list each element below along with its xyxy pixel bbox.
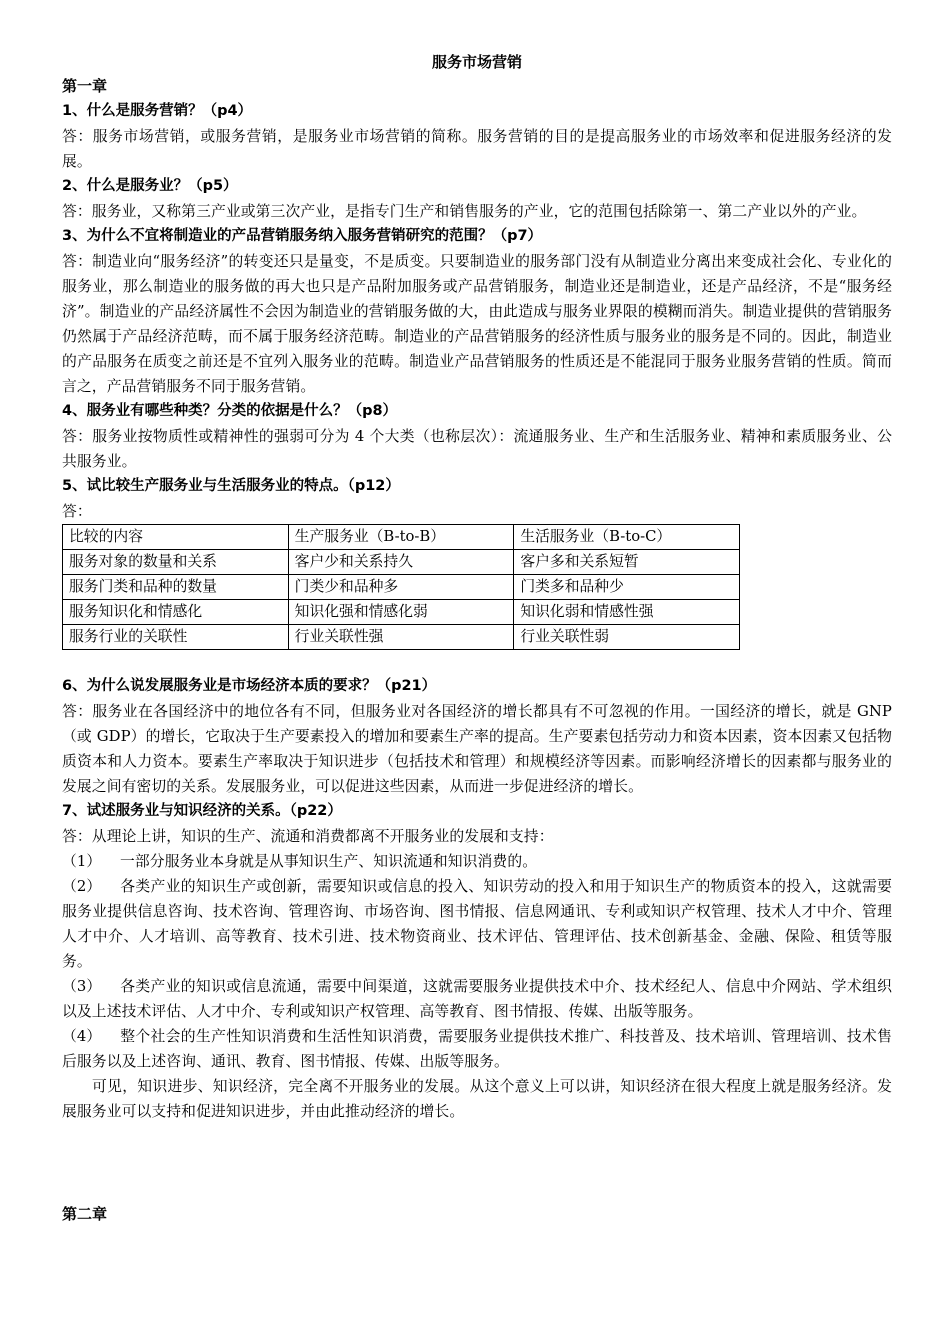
question-2: 2、什么是服务业？（p5）: [62, 178, 238, 194]
table-header-row: [63, 525, 740, 550]
list-item-number: （2）: [62, 878, 102, 895]
table-cell: 知识化弱和情感性强: [514, 600, 740, 625]
chapter-2-heading: 第二章: [62, 1205, 108, 1223]
question-1: 1、什么是服务营销？（p4）: [62, 103, 253, 119]
table-cell: 行业关联性弱: [514, 625, 740, 650]
list-item-text: 各类产业的知识或信息流通，需要中间渠道，这就需要服务业提供技术中介、技术经纪人、信息中介网站、学术组织以及上述技术评估、人才中介、专利或知识产权管理、高等教育、图书情报、传媒、出版等服务。: [62, 978, 892, 1020]
table-header-cell: 生活服务业（B-to-C）: [514, 525, 740, 550]
document-page: [62, 50, 892, 1227]
answer-6: 答：服务业在各国经济中的地位各有不同，但服务业对各国经济的增长都具有不可忽视的作用。一国经济的增长，就是 GNP（或 GDP）的增长，它取决于生产要素投入的增加和要素生产率的提高。生产要素包括劳动力和资本因素，资本因素又包括物质资本和人力资本。要素生产率取决于知识进步（包括技术和管理）和规模经济等因素。而影响经济增长的因素都与服务业的发展之间有密切的关系。发展服务业，可以促进这些因素，从而进一步促进经济的增长。: [62, 703, 892, 795]
table-row: [63, 575, 740, 600]
table-cell: 客户少和关系持久: [288, 550, 514, 575]
answer-5: 答：: [62, 503, 92, 520]
answer-7: 答：从理论上讲，知识的生产、流通和消费都离不开服务业的发展和支持：: [62, 828, 554, 845]
spacer: [62, 1124, 892, 1202]
list-item-text: 各类产业的知识生产或创新，需要知识或信息的投入、知识劳动的投入和用于知识生产的物质资本的投入，这就需要服务业提供信息咨询、技术咨询、管理咨询、市场咨询、图书情报、信息网通讯、专利或知识产权管理、技术人才中介、管理人才中介、人才培训、高等教育、技术引进、技术物资商业、技术评估、管理评估、技术创新基金、金融、保险、租赁等服务。: [62, 878, 892, 970]
table-cell: 门类少和品种多: [288, 575, 514, 600]
table-cell: 服务对象的数量和关系: [63, 550, 289, 575]
list-item-number: （4）: [62, 1028, 102, 1045]
chapter-1-heading: 第一章: [62, 77, 108, 95]
answer-3: 答：制造业向“服务经济”的转变还只是量变，不是质变。只要制造业的服务部门没有从制造业分离出来变成社会化、专业化的服务业，那么制造业的服务做的再大也只是产品附加服务或产品营销服务，制造业还是制造业，还是产品经济，不是“服务经济”。制造业的产品经济属性不会因为制造业的营销服务做的大，由此造成与服务业界限的模糊而消失。制造业提供的营销服务仍然属于产品经济范畴，而不属于服务经济范畴。制造业的产品营销服务的经济性质与服务业的服务是不同的。因此，制造业的产品服务在质变之前还是不宜列入服务业的范畴。制造业产品营销服务的性质还是不能混同于服务业服务营销的性质。简而言之，产品营销服务不同于服务营销。: [62, 253, 892, 395]
question-7: 7、试述服务业与知识经济的关系。（p22）: [62, 803, 342, 819]
document-title: 服务市场营销: [431, 53, 522, 71]
question-4: 4、服务业有哪些种类？分类的依据是什么？（p8）: [62, 403, 398, 419]
list-item: [62, 874, 892, 974]
comparison-table: [62, 524, 740, 650]
table-header-cell: 生产服务业（B-to-B）: [288, 525, 514, 550]
list-item: [62, 1024, 892, 1074]
list-item-number: （1）: [62, 853, 102, 870]
question-3: 3、为什么不宜将制造业的产品营销服务纳入服务营销研究的范围？（p7）: [62, 228, 543, 244]
table-cell: 客户多和关系短暂: [514, 550, 740, 575]
table-cell: 知识化强和情感化弱: [288, 600, 514, 625]
question-5: 5、试比较生产服务业与生活服务业的特点。（p12）: [62, 478, 400, 494]
answer-2: 答：服务业，又称第三产业或第三次产业，是指专门生产和销售服务的产业，它的范围包括除第一、第二产业以外的产业。: [62, 203, 867, 220]
table-cell: 行业关联性强: [288, 625, 514, 650]
answer-4: 答：服务业按物质性或精神性的强弱可分为 4 个大类（也称层次）：流通服务业、生产和生活服务业、精神和素质服务业、公共服务业。: [62, 428, 892, 470]
spacer: [62, 650, 892, 674]
table-cell: 服务门类和品种的数量: [63, 575, 289, 600]
table-header-cell: 比较的内容: [63, 525, 289, 550]
table-cell: 服务知识化和情感化: [63, 600, 289, 625]
list-item: [62, 974, 892, 1024]
table-row: [63, 550, 740, 575]
list-item-text: 整个社会的生产性知识消费和生活性知识消费，需要服务业提供技术推广、科技普及、技术培训、管理培训、技术售后服务以及上述咨询、通讯、教育、图书情报、传媒、出版等服务。: [62, 1028, 892, 1070]
question-6: 6、为什么说发展服务业是市场经济本质的要求？（p21）: [62, 678, 437, 694]
list-item-number: （3）: [62, 978, 102, 995]
answer-1: 答：服务市场营销，或服务营销，是服务业市场营销的简称。服务营销的目的是提高服务业的市场效率和促进服务经济的发展。: [62, 128, 892, 170]
table-cell: 服务行业的关联性: [63, 625, 289, 650]
table-row: [63, 625, 740, 650]
list-item-text: 一部分服务业本身就是从事知识生产、知识流通和知识消费的。: [120, 853, 538, 870]
table-cell: 门类多和品种少: [514, 575, 740, 600]
table-row: [63, 600, 740, 625]
list-item: [62, 849, 892, 874]
conclusion-paragraph: 可见，知识进步、知识经济，完全离不开服务业的发展。从这个意义上可以讲，知识经济在很大程度上就是服务经济。发展服务业可以支持和促进知识进步，并由此推动经济的增长。: [62, 1078, 892, 1120]
